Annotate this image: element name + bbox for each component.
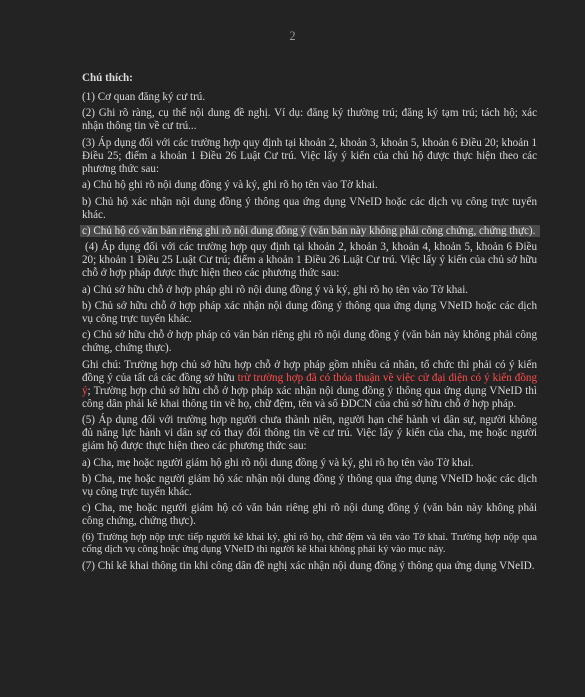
note-5c: c) Cha, mẹ hoặc người giám hộ có văn bản riêng ghi rõ nội dung đồng ý (văn bản này không phải công chứng, chứng thực). bbox=[82, 502, 537, 528]
note-4b: b) Chủ sở hữu chỗ ở hợp pháp xác nhận nội dung đồng ý thông qua ứng dụng VNeID hoặc các dịch vụ công trực tuyến khác. bbox=[82, 299, 537, 325]
note-5: (5) Áp dụng đối với trường hợp người chưa thành niên, người hạn chế hành vi dân sự, người không đủ năng lực hành vi dân sự có thay đổi thông tin về cư trú. Việc lấy ý kiến của cha, mẹ hoặc người giám hộ được thực hiện theo các phương thức sau: bbox=[82, 414, 537, 453]
note-3c bbox=[82, 225, 537, 238]
note-2: (2) Ghi rõ ràng, cụ thể nội dung đề nghị. Ví dụ: đăng ký thường trú; đăng ký tạm trú; tách hộ; xác nhận thông tin về cư trú... bbox=[82, 107, 537, 133]
note-owner-remark bbox=[82, 359, 537, 411]
highlighted-text: c) Chủ hộ có văn bản riêng ghi rõ nội dung đồng ý (văn bản này không phải công chứng, chứng thực). bbox=[80, 225, 540, 237]
page-number: 2 bbox=[289, 29, 296, 43]
note-3b: b) Chủ hộ xác nhận nội dung đồng ý thông qua ứng dụng VNeID hoặc các dịch vụ công trực tuyến khác. bbox=[82, 195, 537, 221]
notes-heading: Chú thích: bbox=[82, 72, 133, 84]
notes-section bbox=[82, 72, 537, 576]
remark-text-2: ; Trường hợp chủ sở hữu chỗ ở hợp pháp xác nhận nội dung đồng ý thông qua ứng dụng VNeID thì công dân phải kê khai thông tin về họ, chữ đệm, tên và số ĐDCN của chủ sở hữu chỗ ở hợp pháp. bbox=[82, 384, 537, 410]
note-3: (3) Áp dụng đối với các trường hợp quy định tại khoản 2, khoản 3, khoản 5, khoản 6 Điều 20; khoản 1 Điều 25; điểm a khoản 1 Điều 26 Luật Cư trú. Việc lấy ý kiến của chủ hộ được thực hiện theo các phương thức sau: bbox=[82, 136, 537, 175]
note-4a: a) Chủ sở hữu chỗ ở hợp pháp ghi rõ nội dung đồng ý và ký, ghi rõ họ tên vào Tờ khai. bbox=[82, 283, 469, 296]
note-4-text: (4) Áp dụng đối với các trường hợp quy định tại khoản 2, khoản 3, khoản 4, khoản 5, khoản 6 Điều 20; khoản 1 Điều 25 Luật Cư trú; điểm a khoản 1 Điều 26 Luật Cư trú. Việc lấy ý kiến của chủ sở hữu chỗ ở hợp pháp được thực hiện theo các phương thức sau: bbox=[82, 241, 537, 280]
note-4 bbox=[82, 241, 537, 280]
note-5b: b) Cha, mẹ hoặc người giám hộ xác nhận nội dung đồng ý thông qua ứng dụng VNeID hoặc các dịch vụ công trực tuyến khác. bbox=[82, 472, 537, 499]
note-6: (6) Trường hợp nộp trực tiếp người kê khai ký, ghi rõ họ, chữ đệm và tên vào Tờ khai. Trường hợp nộp qua cổng dịch vụ công hoặc ứng dụng VNeID thì người kê khai không phải ký vào mục này. bbox=[82, 531, 537, 556]
remark-red-text: trừ trường hợp đã có thỏa thuận về việc cử đại diện có ý kiến đồng ý bbox=[82, 371, 537, 397]
note-7: (7) Chỉ kê khai thông tin khi công dân đề nghị xác nhận nội dung đồng ý thông qua ứng dụng VNeID. bbox=[82, 560, 535, 573]
note-5a: a) Cha, mẹ hoặc người giám hộ ghi rõ nội dung đồng ý và ký, ghi rõ họ tên vào Tờ khai. bbox=[82, 456, 474, 469]
remark-text-1: Ghi chú: Trường hợp chủ sở hữu hợp chỗ ở hợp pháp gồm nhiều cá nhân, tổ chức thì phải có ý kiến đồng ý của tất cả các đồng sở hữu bbox=[82, 358, 537, 384]
note-4c: c) Chủ sở hữu chỗ ở hợp pháp có văn bản riêng ghi rõ nội dung đồng ý (văn bản này không phải công chứng, chứng thực). bbox=[82, 329, 537, 355]
note-1: (1) Cơ quan đăng ký cư trú. bbox=[82, 91, 206, 104]
note-3a: a) Chủ hộ ghi rõ nội dung đồng ý và ký, ghi rõ họ tên vào Tờ khai. bbox=[82, 179, 378, 192]
